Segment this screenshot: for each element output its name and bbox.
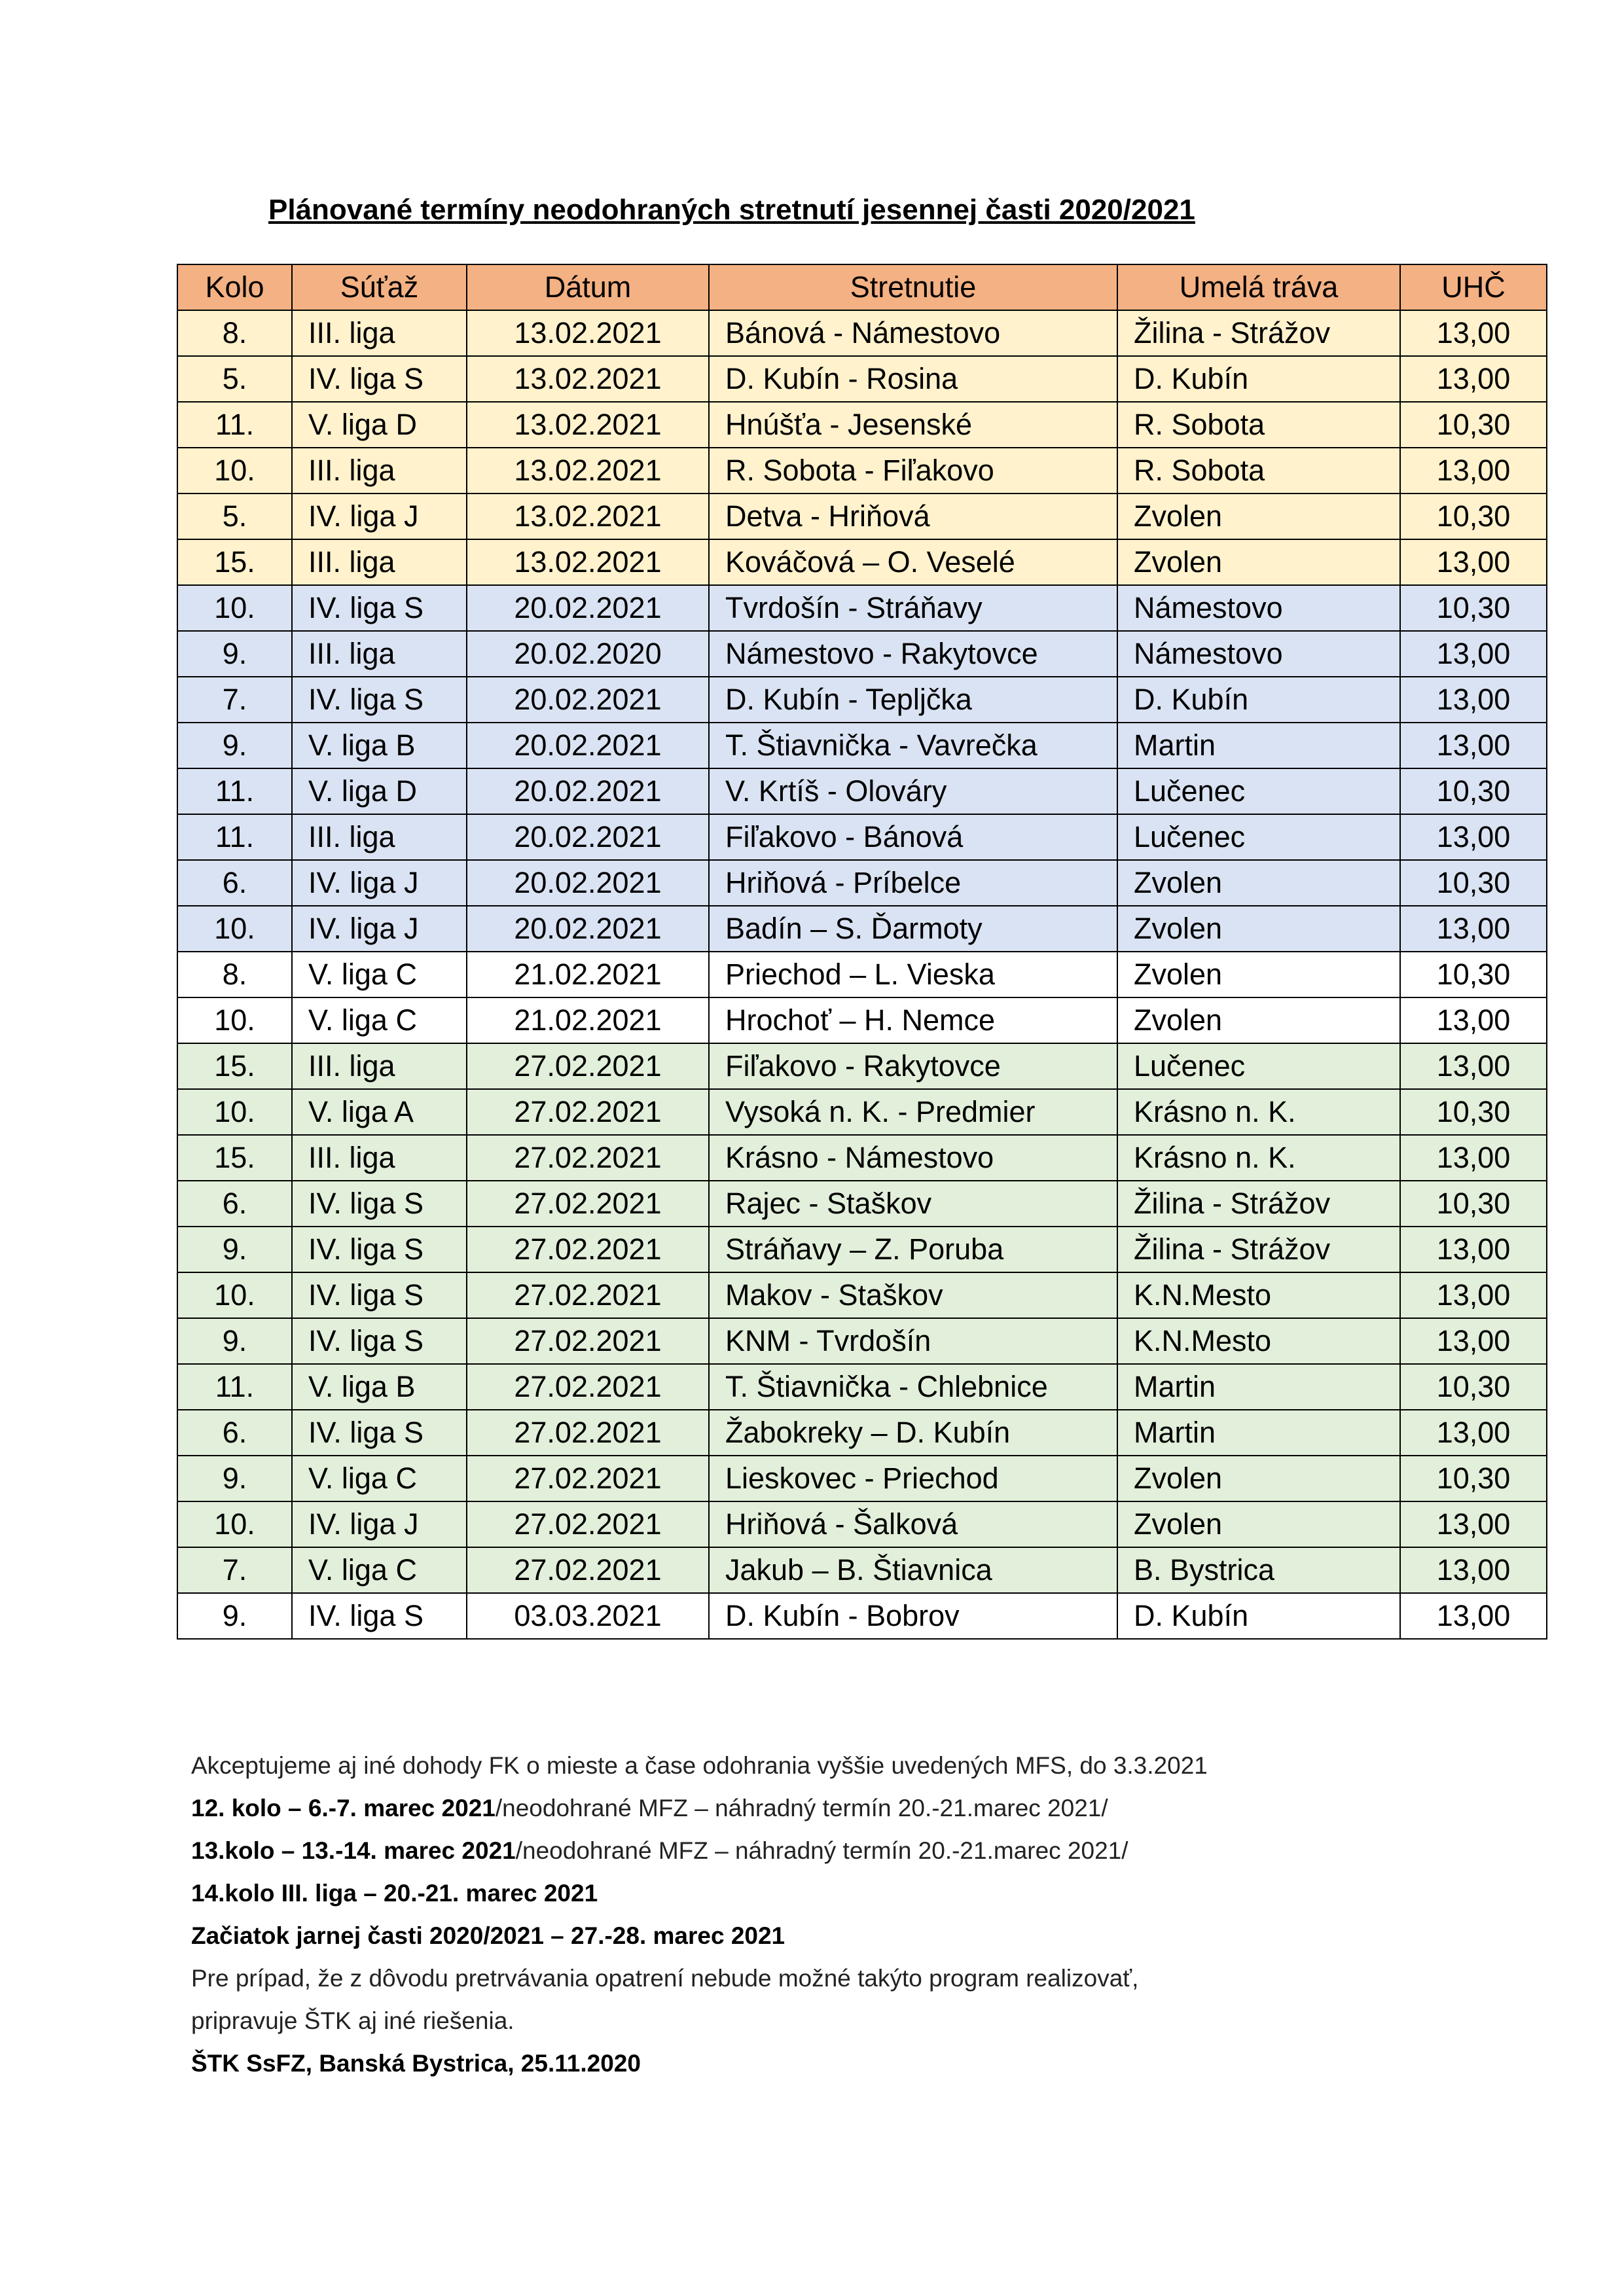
cell-uhc: 13,00 [1400, 448, 1547, 493]
cell-uhc: 13,00 [1400, 356, 1547, 402]
cell-datum: 27.02.2021 [467, 1181, 709, 1227]
cell-umela-trava: Zvolen [1117, 997, 1400, 1043]
table-row [177, 585, 1547, 631]
cell-sutaz: III. liga [292, 539, 467, 585]
cell-sutaz: III. liga [292, 1043, 467, 1089]
cell-stretnutie: T. Štiavnička - Vavrečka [709, 723, 1117, 768]
footer-line-round-12 [191, 1787, 1500, 1829]
footer-line-contingency-2: pripravuje ŠTK aj iné riešenia. [191, 2007, 514, 2034]
cell-sutaz: IV. liga S [292, 1227, 467, 1272]
cell-stretnutie: Námestovo - Rakytovce [709, 631, 1117, 677]
cell-uhc: 13,00 [1400, 906, 1547, 952]
cell-sutaz: V. liga C [292, 952, 467, 997]
cell-kolo: 9. [177, 1318, 292, 1364]
cell-sutaz: IV. liga S [292, 1181, 467, 1227]
table-row [177, 1456, 1547, 1501]
cell-kolo: 10. [177, 585, 292, 631]
cell-umela-trava: Krásno n. K. [1117, 1089, 1400, 1135]
cell-datum: 20.02.2021 [467, 814, 709, 860]
cell-uhc: 13,00 [1400, 1593, 1547, 1639]
cell-stretnutie: Hriňová - Príbelce [709, 860, 1117, 906]
cell-datum: 13.02.2021 [467, 310, 709, 356]
cell-stretnutie: Detva - Hriňová [709, 493, 1117, 539]
cell-uhc: 10,30 [1400, 402, 1547, 448]
table-row [177, 1410, 1547, 1456]
cell-sutaz: V. liga B [292, 1364, 467, 1410]
cell-kolo: 7. [177, 1547, 292, 1593]
cell-uhc: 13,00 [1400, 1043, 1547, 1089]
cell-sutaz: V. liga C [292, 997, 467, 1043]
header-uhc: UHČ [1400, 264, 1547, 310]
cell-sutaz: V. liga B [292, 723, 467, 768]
cell-stretnutie: Krásno - Námestovo [709, 1135, 1117, 1181]
table-row [177, 952, 1547, 997]
cell-stretnutie: Hrochoť – H. Nemce [709, 997, 1117, 1043]
spring-start-date: Začiatok jarnej časti 2020/2021 – 27.-28. marec 2021 [191, 1922, 785, 1949]
cell-umela-trava: Zvolen [1117, 860, 1400, 906]
footer-line-round-13 [191, 1829, 1500, 1872]
cell-sutaz: III. liga [292, 448, 467, 493]
cell-sutaz: IV. liga S [292, 585, 467, 631]
table-row [177, 860, 1547, 906]
cell-stretnutie: Badín – S. Ďarmoty [709, 906, 1117, 952]
cell-stretnutie: D. Kubín - Tepljčka [709, 677, 1117, 723]
cell-datum: 03.03.2021 [467, 1593, 709, 1639]
cell-kolo: 8. [177, 952, 292, 997]
footer-line-spring-start [191, 1914, 1500, 1957]
header-stretnutie: Stretnutie [709, 264, 1117, 310]
cell-stretnutie: T. Štiavnička - Chlebnice [709, 1364, 1117, 1410]
cell-uhc: 13,00 [1400, 1227, 1547, 1272]
cell-umela-trava: R. Sobota [1117, 402, 1400, 448]
cell-umela-trava: Námestovo [1117, 631, 1400, 677]
cell-datum: 21.02.2021 [467, 997, 709, 1043]
table-row [177, 448, 1547, 493]
cell-datum: 27.02.2021 [467, 1547, 709, 1593]
cell-umela-trava: Žilina - Strážov [1117, 1181, 1400, 1227]
page-title: Plánované termíny neodohraných stretnutí jesennej časti 2020/2021 [268, 194, 1195, 226]
cell-umela-trava: D. Kubín [1117, 677, 1400, 723]
cell-kolo: 9. [177, 723, 292, 768]
round-12-date: 12. kolo – 6.-7. marec 2021 [191, 1795, 496, 1821]
cell-uhc: 13,00 [1400, 814, 1547, 860]
cell-uhc: 13,00 [1400, 997, 1547, 1043]
cell-sutaz: IV. liga J [292, 1501, 467, 1547]
table-row [177, 1181, 1547, 1227]
cell-umela-trava: Martin [1117, 1364, 1400, 1410]
cell-kolo: 5. [177, 356, 292, 402]
cell-umela-trava: Martin [1117, 723, 1400, 768]
round-12-note: /neodohrané MFZ – náhradný termín 20.-21.marec 2021/ [495, 1795, 1108, 1821]
cell-kolo: 15. [177, 1135, 292, 1181]
cell-datum: 27.02.2021 [467, 1410, 709, 1456]
cell-kolo: 6. [177, 1181, 292, 1227]
cell-sutaz: III. liga [292, 814, 467, 860]
cell-kolo: 11. [177, 1364, 292, 1410]
cell-sutaz: IV. liga S [292, 356, 467, 402]
table-row [177, 768, 1547, 814]
cell-sutaz: IV. liga J [292, 493, 467, 539]
round-13-note: /neodohrané MFZ – náhradný termín 20.-21.marec 2021/ [515, 1837, 1128, 1864]
cell-umela-trava: Zvolen [1117, 906, 1400, 952]
cell-umela-trava: Zvolen [1117, 952, 1400, 997]
table-row [177, 493, 1547, 539]
cell-umela-trava: Zvolen [1117, 493, 1400, 539]
cell-sutaz: V. liga C [292, 1547, 467, 1593]
cell-datum: 27.02.2021 [467, 1043, 709, 1089]
cell-umela-trava: Krásno n. K. [1117, 1135, 1400, 1181]
cell-umela-trava: K.N.Mesto [1117, 1272, 1400, 1318]
footer-line-signature [191, 2042, 1500, 2085]
cell-stretnutie: D. Kubín - Bobrov [709, 1593, 1117, 1639]
table-row [177, 1318, 1547, 1364]
cell-uhc: 10,30 [1400, 952, 1547, 997]
cell-datum: 20.02.2021 [467, 677, 709, 723]
cell-sutaz: IV. liga S [292, 677, 467, 723]
cell-datum: 20.02.2021 [467, 768, 709, 814]
cell-kolo: 7. [177, 677, 292, 723]
round-14-date: 14.kolo III. liga – 20.-21. marec 2021 [191, 1880, 598, 1907]
cell-datum: 27.02.2021 [467, 1272, 709, 1318]
cell-umela-trava: Námestovo [1117, 585, 1400, 631]
cell-umela-trava: Lučenec [1117, 1043, 1400, 1089]
cell-kolo: 9. [177, 631, 292, 677]
cell-datum: 27.02.2021 [467, 1364, 709, 1410]
cell-kolo: 9. [177, 1593, 292, 1639]
cell-uhc: 13,00 [1400, 1272, 1547, 1318]
table-row [177, 539, 1547, 585]
table-row [177, 1593, 1547, 1639]
cell-kolo: 15. [177, 1043, 292, 1089]
cell-umela-trava: Zvolen [1117, 539, 1400, 585]
cell-stretnutie: Hriňová - Šalková [709, 1501, 1117, 1547]
footer-line-contingency-1: Pre prípad, že z dôvodu pretrvávania opatrení nebude možné takýto program realizovať, [191, 1965, 1139, 1992]
cell-sutaz: IV. liga S [292, 1272, 467, 1318]
cell-datum: 20.02.2021 [467, 585, 709, 631]
cell-sutaz: IV. liga J [292, 906, 467, 952]
cell-uhc: 10,30 [1400, 585, 1547, 631]
cell-uhc: 10,30 [1400, 1181, 1547, 1227]
cell-datum: 20.02.2020 [467, 631, 709, 677]
cell-umela-trava: R. Sobota [1117, 448, 1400, 493]
cell-kolo: 10. [177, 997, 292, 1043]
cell-kolo: 5. [177, 493, 292, 539]
cell-datum: 20.02.2021 [467, 860, 709, 906]
table-row [177, 1501, 1547, 1547]
cell-stretnutie: Rajec - Staškov [709, 1181, 1117, 1227]
cell-sutaz: III. liga [292, 310, 467, 356]
cell-datum: 21.02.2021 [467, 952, 709, 997]
cell-datum: 27.02.2021 [467, 1089, 709, 1135]
cell-datum: 27.02.2021 [467, 1501, 709, 1547]
cell-stretnutie: Bánová - Námestovo [709, 310, 1117, 356]
header-kolo: Kolo [177, 264, 292, 310]
cell-umela-trava: Lučenec [1117, 768, 1400, 814]
cell-sutaz: IV. liga J [292, 860, 467, 906]
cell-kolo: 9. [177, 1227, 292, 1272]
cell-datum: 13.02.2021 [467, 402, 709, 448]
cell-datum: 27.02.2021 [467, 1318, 709, 1364]
cell-stretnutie: R. Sobota - Fiľakovo [709, 448, 1117, 493]
table-row [177, 402, 1547, 448]
table-row [177, 1089, 1547, 1135]
footer-line-agreements: Akceptujeme aj iné dohody FK o mieste a čase odohrania vyššie uvedených MFS, do 3.3.2021 [191, 1752, 1208, 1779]
cell-datum: 20.02.2021 [467, 906, 709, 952]
cell-uhc: 13,00 [1400, 1410, 1547, 1456]
cell-uhc: 10,30 [1400, 1456, 1547, 1501]
cell-kolo: 11. [177, 768, 292, 814]
cell-kolo: 6. [177, 860, 292, 906]
cell-uhc: 13,00 [1400, 539, 1547, 585]
header-umela-trava: Umelá tráva [1117, 264, 1400, 310]
cell-stretnutie: D. Kubín - Rosina [709, 356, 1117, 402]
cell-uhc: 13,00 [1400, 1501, 1547, 1547]
cell-stretnutie: Tvrdošín - Stráňavy [709, 585, 1117, 631]
cell-stretnutie: Makov - Staškov [709, 1272, 1117, 1318]
cell-stretnutie: KNM - Tvrdošín [709, 1318, 1117, 1364]
table-row [177, 997, 1547, 1043]
table-header-row [177, 264, 1547, 310]
table-row [177, 677, 1547, 723]
cell-kolo: 10. [177, 1089, 292, 1135]
cell-uhc: 13,00 [1400, 310, 1547, 356]
cell-sutaz: V. liga D [292, 402, 467, 448]
table-row [177, 1272, 1547, 1318]
cell-sutaz: IV. liga S [292, 1410, 467, 1456]
cell-kolo: 10. [177, 448, 292, 493]
cell-datum: 13.02.2021 [467, 493, 709, 539]
cell-stretnutie: Hnúšťa - Jesenské [709, 402, 1117, 448]
cell-kolo: 11. [177, 814, 292, 860]
cell-sutaz: V. liga A [292, 1089, 467, 1135]
cell-kolo: 10. [177, 906, 292, 952]
cell-datum: 27.02.2021 [467, 1456, 709, 1501]
cell-umela-trava: B. Bystrica [1117, 1547, 1400, 1593]
cell-uhc: 10,30 [1400, 768, 1547, 814]
table-row [177, 356, 1547, 402]
table-row [177, 1227, 1547, 1272]
cell-kolo: 10. [177, 1501, 292, 1547]
cell-stretnutie: Jakub – B. Štiavnica [709, 1547, 1117, 1593]
table-row [177, 631, 1547, 677]
cell-kolo: 9. [177, 1456, 292, 1501]
cell-umela-trava: K.N.Mesto [1117, 1318, 1400, 1364]
cell-kolo: 8. [177, 310, 292, 356]
cell-umela-trava: Žilina - Strážov [1117, 1227, 1400, 1272]
cell-datum: 20.02.2021 [467, 723, 709, 768]
cell-stretnutie: Fiľakovo - Bánová [709, 814, 1117, 860]
cell-stretnutie: Fiľakovo - Rakytovce [709, 1043, 1117, 1089]
cell-sutaz: IV. liga S [292, 1593, 467, 1639]
cell-datum: 27.02.2021 [467, 1227, 709, 1272]
cell-uhc: 10,30 [1400, 1089, 1547, 1135]
cell-stretnutie: Priechod – L. Vieska [709, 952, 1117, 997]
table-row [177, 1135, 1547, 1181]
table-row [177, 310, 1547, 356]
signature: ŠTK SsFZ, Banská Bystrica, 25.11.2020 [191, 2050, 641, 2077]
table-row [177, 1547, 1547, 1593]
header-datum: Dátum [467, 264, 709, 310]
cell-kolo: 10. [177, 1272, 292, 1318]
cell-uhc: 13,00 [1400, 631, 1547, 677]
cell-uhc: 10,30 [1400, 1364, 1547, 1410]
header-sutaz: Súťaž [292, 264, 467, 310]
schedule-table [177, 264, 1547, 1640]
cell-sutaz: V. liga C [292, 1456, 467, 1501]
footer-line-round-14 [191, 1872, 1500, 1914]
cell-umela-trava: Martin [1117, 1410, 1400, 1456]
cell-umela-trava: Zvolen [1117, 1456, 1400, 1501]
cell-umela-trava: Lučenec [1117, 814, 1400, 860]
cell-stretnutie: Lieskovec - Priechod [709, 1456, 1117, 1501]
cell-umela-trava: D. Kubín [1117, 356, 1400, 402]
table-row [177, 1043, 1547, 1089]
cell-uhc: 13,00 [1400, 677, 1547, 723]
cell-datum: 13.02.2021 [467, 539, 709, 585]
cell-kolo: 6. [177, 1410, 292, 1456]
cell-uhc: 10,30 [1400, 860, 1547, 906]
cell-uhc: 10,30 [1400, 493, 1547, 539]
table-row [177, 906, 1547, 952]
table-row [177, 814, 1547, 860]
cell-stretnutie: V. Krtíš - Olováry [709, 768, 1117, 814]
cell-uhc: 13,00 [1400, 1135, 1547, 1181]
cell-sutaz: III. liga [292, 631, 467, 677]
cell-uhc: 13,00 [1400, 1547, 1547, 1593]
cell-uhc: 13,00 [1400, 1318, 1547, 1364]
table-body [177, 310, 1547, 1639]
cell-datum: 27.02.2021 [467, 1135, 709, 1181]
table-row [177, 1364, 1547, 1410]
footer-notes [191, 1744, 1500, 2085]
cell-stretnutie: Kováčová – O. Veselé [709, 539, 1117, 585]
cell-sutaz: IV. liga S [292, 1318, 467, 1364]
cell-uhc: 13,00 [1400, 723, 1547, 768]
table-row [177, 723, 1547, 768]
cell-stretnutie: Žabokreky – D. Kubín [709, 1410, 1117, 1456]
cell-umela-trava: Žilina - Strážov [1117, 310, 1400, 356]
cell-kolo: 15. [177, 539, 292, 585]
cell-datum: 13.02.2021 [467, 356, 709, 402]
cell-kolo: 11. [177, 402, 292, 448]
cell-umela-trava: Zvolen [1117, 1501, 1400, 1547]
round-13-date: 13.kolo – 13.-14. marec 2021 [191, 1837, 516, 1864]
cell-stretnutie: Vysoká n. K. - Predmier [709, 1089, 1117, 1135]
cell-sutaz: V. liga D [292, 768, 467, 814]
cell-stretnutie: Stráňavy – Z. Poruba [709, 1227, 1117, 1272]
cell-datum: 13.02.2021 [467, 448, 709, 493]
cell-umela-trava: D. Kubín [1117, 1593, 1400, 1639]
cell-sutaz: III. liga [292, 1135, 467, 1181]
